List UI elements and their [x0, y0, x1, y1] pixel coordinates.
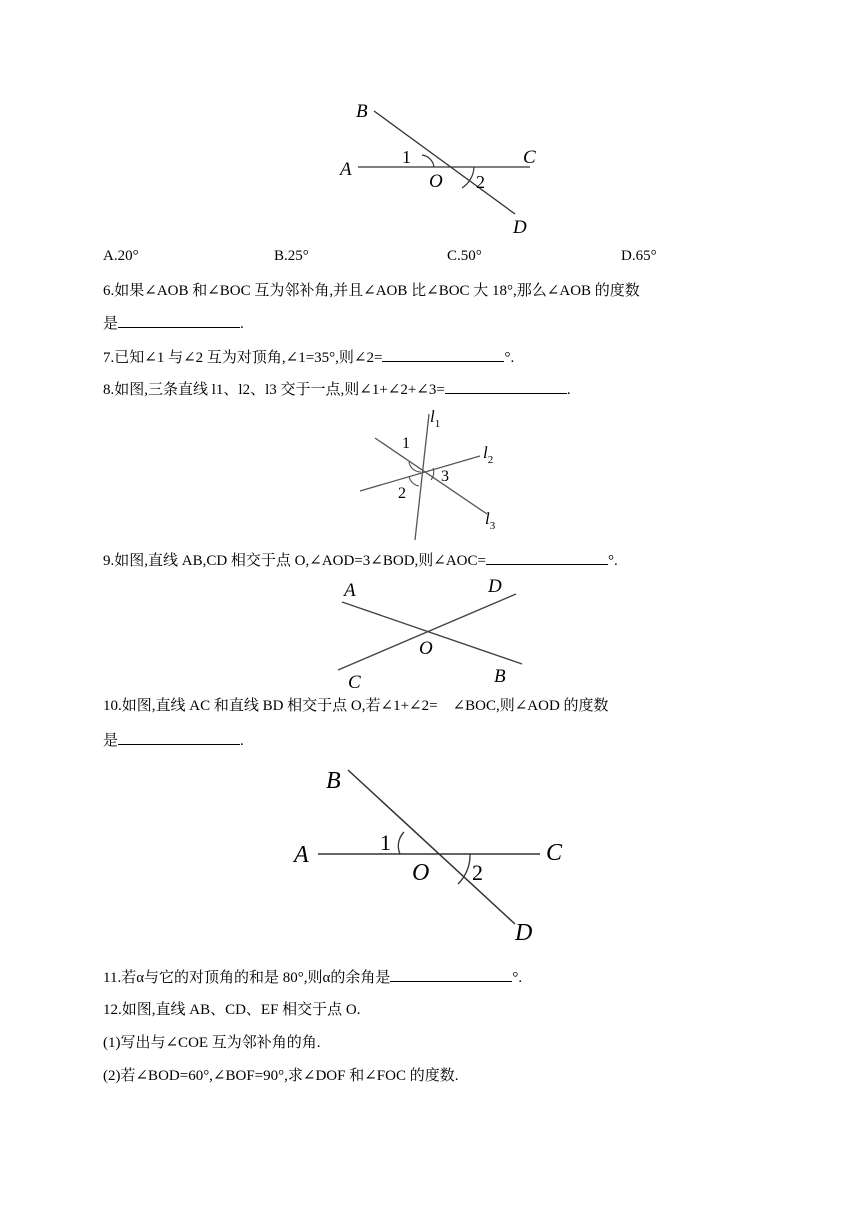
angle-2-arc — [462, 167, 474, 188]
q10-prefix: 是 — [103, 733, 119, 749]
q11-answer-blank — [390, 967, 512, 982]
q6-suffix: . — [240, 316, 244, 332]
q8-answer-blank — [445, 379, 567, 394]
angle-1-arc — [398, 832, 404, 854]
label-B: B — [356, 101, 368, 122]
figure-3-crossing-lines — [330, 572, 530, 688]
label-angle-3: 3 — [441, 468, 449, 485]
label-l2: $l_2$ — [483, 443, 494, 466]
q10-answer-blank — [118, 730, 240, 745]
label-A: A — [344, 580, 356, 601]
label-D: D — [515, 920, 533, 946]
label-angle-1: 1 — [402, 435, 410, 452]
line-l2 — [360, 456, 480, 491]
label-B: B — [326, 768, 341, 794]
label-A: A — [340, 159, 352, 180]
q8-suffix: . — [566, 382, 571, 398]
angle-1-arc — [409, 462, 421, 472]
question-6-line2 — [103, 313, 244, 334]
question-10-line1: 10.如图,直线 AC 和直线 BD 相交于点 O,若∠1+∠2= ∠BOC,则∠AOD 的度数 — [103, 698, 609, 714]
question-7 — [103, 347, 514, 368]
q7-suffix: °. — [504, 350, 515, 366]
line-l1 — [415, 414, 429, 540]
question-11 — [103, 967, 522, 988]
label-D: D — [488, 576, 502, 597]
q9-text: 9.如图,直线 AB,CD 相交于点 O,∠AOD=3∠BOD,则∠AOC= — [103, 553, 486, 569]
figure-4-intersecting-lines — [290, 760, 580, 948]
q6-prefix: 是 — [103, 316, 119, 332]
label-l1: $l_1$ — [430, 407, 441, 430]
label-B: B — [494, 666, 506, 687]
choice-c: C.50° — [447, 248, 482, 264]
angle-2-arc — [409, 476, 419, 486]
question-12-line1: 12.如图,直线 AB、CD、EF 相交于点 O. — [103, 1002, 361, 1018]
label-O: O — [419, 638, 433, 659]
label-2: 2 — [472, 860, 483, 885]
label-C: C — [523, 147, 536, 168]
label-D: D — [513, 217, 527, 238]
label-C: C — [546, 840, 563, 866]
q9-answer-blank — [486, 550, 608, 565]
line-BD — [348, 770, 515, 924]
angle-1-arc — [422, 155, 434, 167]
label-l3: $l_3$ — [485, 509, 496, 532]
label-C: C — [348, 672, 361, 688]
question-12-part2: (2)若∠BOD=60°,∠BOF=90°,求∠DOF 和∠FOC 的度数. — [103, 1068, 459, 1084]
label-angle-2: 2 — [398, 485, 406, 502]
label-2: 2 — [476, 172, 485, 192]
q8-text: 8.如图,三条直线 l1、l2、l3 交于一点,则∠1+∠2+∠3= — [103, 382, 445, 398]
q11-text: 11.若α与它的对顶角的和是 80°,则α的余角是 — [103, 970, 391, 986]
question-9 — [103, 550, 618, 571]
choice-d: D.65° — [621, 248, 657, 264]
question-8 — [103, 379, 571, 400]
figure-1-intersecting-lines — [330, 95, 550, 240]
q6-answer-blank — [118, 313, 240, 328]
q7-text: 7.已知∠1 与∠2 互为对顶角,∠1=35°,则∠2= — [103, 350, 383, 366]
label-O: O — [412, 860, 430, 886]
choice-b: B.25° — [274, 248, 309, 264]
question-12-part1: (1)写出与∠COE 互为邻补角的角. — [103, 1035, 321, 1051]
q11-suffix: °. — [512, 970, 523, 986]
label-O: O — [429, 171, 443, 192]
question-6-line1: 6.如果∠AOB 和∠BOC 互为邻补角,并且∠AOB 比∠BOC 大 18°,那么∠AOB 的度数 — [103, 283, 640, 299]
q10-suffix: . — [240, 733, 244, 749]
angle-2-arc — [458, 854, 470, 884]
figure-2-three-lines — [355, 406, 515, 542]
label-1: 1 — [402, 147, 411, 167]
line-l3 — [375, 438, 487, 514]
q7-answer-blank — [382, 347, 504, 362]
question-10-line2 — [103, 730, 244, 751]
line-BD — [374, 111, 515, 214]
q9-suffix: °. — [607, 553, 618, 569]
choice-a: A.20° — [103, 248, 139, 264]
label-A: A — [294, 842, 309, 868]
label-1: 1 — [380, 830, 391, 855]
